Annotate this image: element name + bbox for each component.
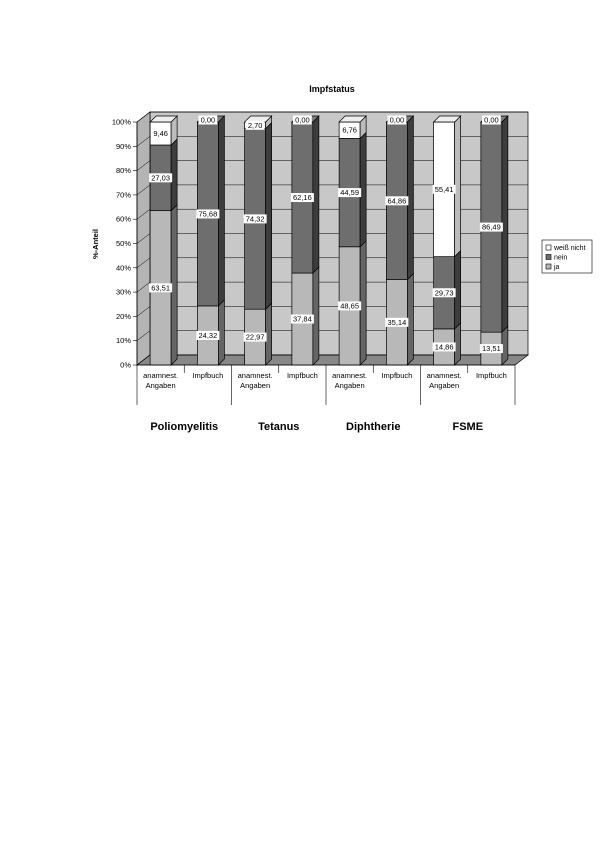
y-tick-label: 40% (115, 263, 131, 273)
x-group-label: FSME (452, 421, 484, 433)
legend-swatch (546, 264, 551, 269)
data-label: 0,00 (200, 115, 216, 125)
legend-swatch (546, 245, 551, 250)
x-category-label: Impfbuch (475, 371, 507, 380)
x-group-label: Tetanus (258, 421, 300, 433)
data-label: 2,70 (247, 120, 263, 130)
y-tick-label: 60% (115, 214, 131, 224)
data-label: 62,16 (292, 193, 312, 203)
y-tick-label: 10% (115, 336, 131, 346)
x-category-label: anamnest. (332, 371, 368, 380)
data-label: 0,00 (389, 115, 405, 125)
data-label: 27,03 (151, 173, 171, 183)
x-category-label: Angaben (334, 381, 365, 390)
data-label: 0,00 (295, 115, 310, 125)
y-tick-label: 0% (120, 360, 131, 370)
x-axis (137, 365, 515, 433)
plot-area (137, 112, 528, 365)
data-label: 63,51 (151, 283, 171, 293)
data-label: 0,00 (484, 115, 499, 125)
x-category-label: Impfbuch (286, 371, 318, 380)
data-label: 55,41 (434, 184, 454, 194)
x-category-label: Impfbuch (381, 371, 413, 380)
y-axis-label: %-Anteil (91, 229, 100, 259)
y-tick-label: 20% (115, 311, 131, 321)
y-tick-label: 70% (115, 190, 131, 200)
legend-label: ja (554, 264, 560, 271)
data-label: 74,32 (245, 214, 265, 224)
data-label: 14,86 (434, 342, 454, 352)
data-label: 13,51 (481, 344, 501, 354)
data-label: 86,49 (481, 222, 501, 232)
data-label: 48,65 (340, 301, 360, 311)
y-tick-label: 30% (115, 287, 131, 297)
data-label: 6,76 (342, 125, 357, 135)
data-label: 44,59 (340, 188, 360, 198)
data-label: 29,73 (434, 288, 454, 298)
data-label: 9,46 (153, 128, 168, 138)
legend-swatch (546, 255, 551, 260)
x-category-label: Impfbuch (192, 371, 224, 380)
x-category-label: Angaben (240, 381, 271, 390)
data-label: 35,14 (387, 317, 407, 327)
data-label: 24,32 (198, 330, 218, 340)
x-category-label: anamnest. (237, 371, 273, 380)
y-tick-label: 50% (115, 239, 131, 248)
x-category-label: anamnest. (426, 371, 462, 380)
floor (137, 355, 528, 365)
data-label: 75,68 (198, 209, 218, 219)
legend (542, 240, 592, 273)
data-label: 37,84 (292, 314, 312, 324)
x-group-label: Diphtherie (346, 421, 401, 433)
legend-label: nein (554, 254, 568, 262)
x-group-label: Poliomyelitis (150, 421, 219, 433)
data-label: 64,86 (387, 196, 407, 206)
y-tick-label: 80% (115, 166, 131, 176)
y-tick-label: 100% (111, 117, 131, 127)
y-axis (112, 118, 137, 370)
data-label: 22,97 (245, 332, 265, 342)
x-category-label: anamnest. (143, 371, 179, 380)
legend-label: weiß nicht (554, 245, 586, 252)
y-tick-label: 90% (115, 141, 131, 151)
x-category-label: Angaben (429, 381, 460, 390)
chart-title: Impfstatus (309, 84, 355, 94)
x-category-label: Angaben (145, 381, 176, 390)
